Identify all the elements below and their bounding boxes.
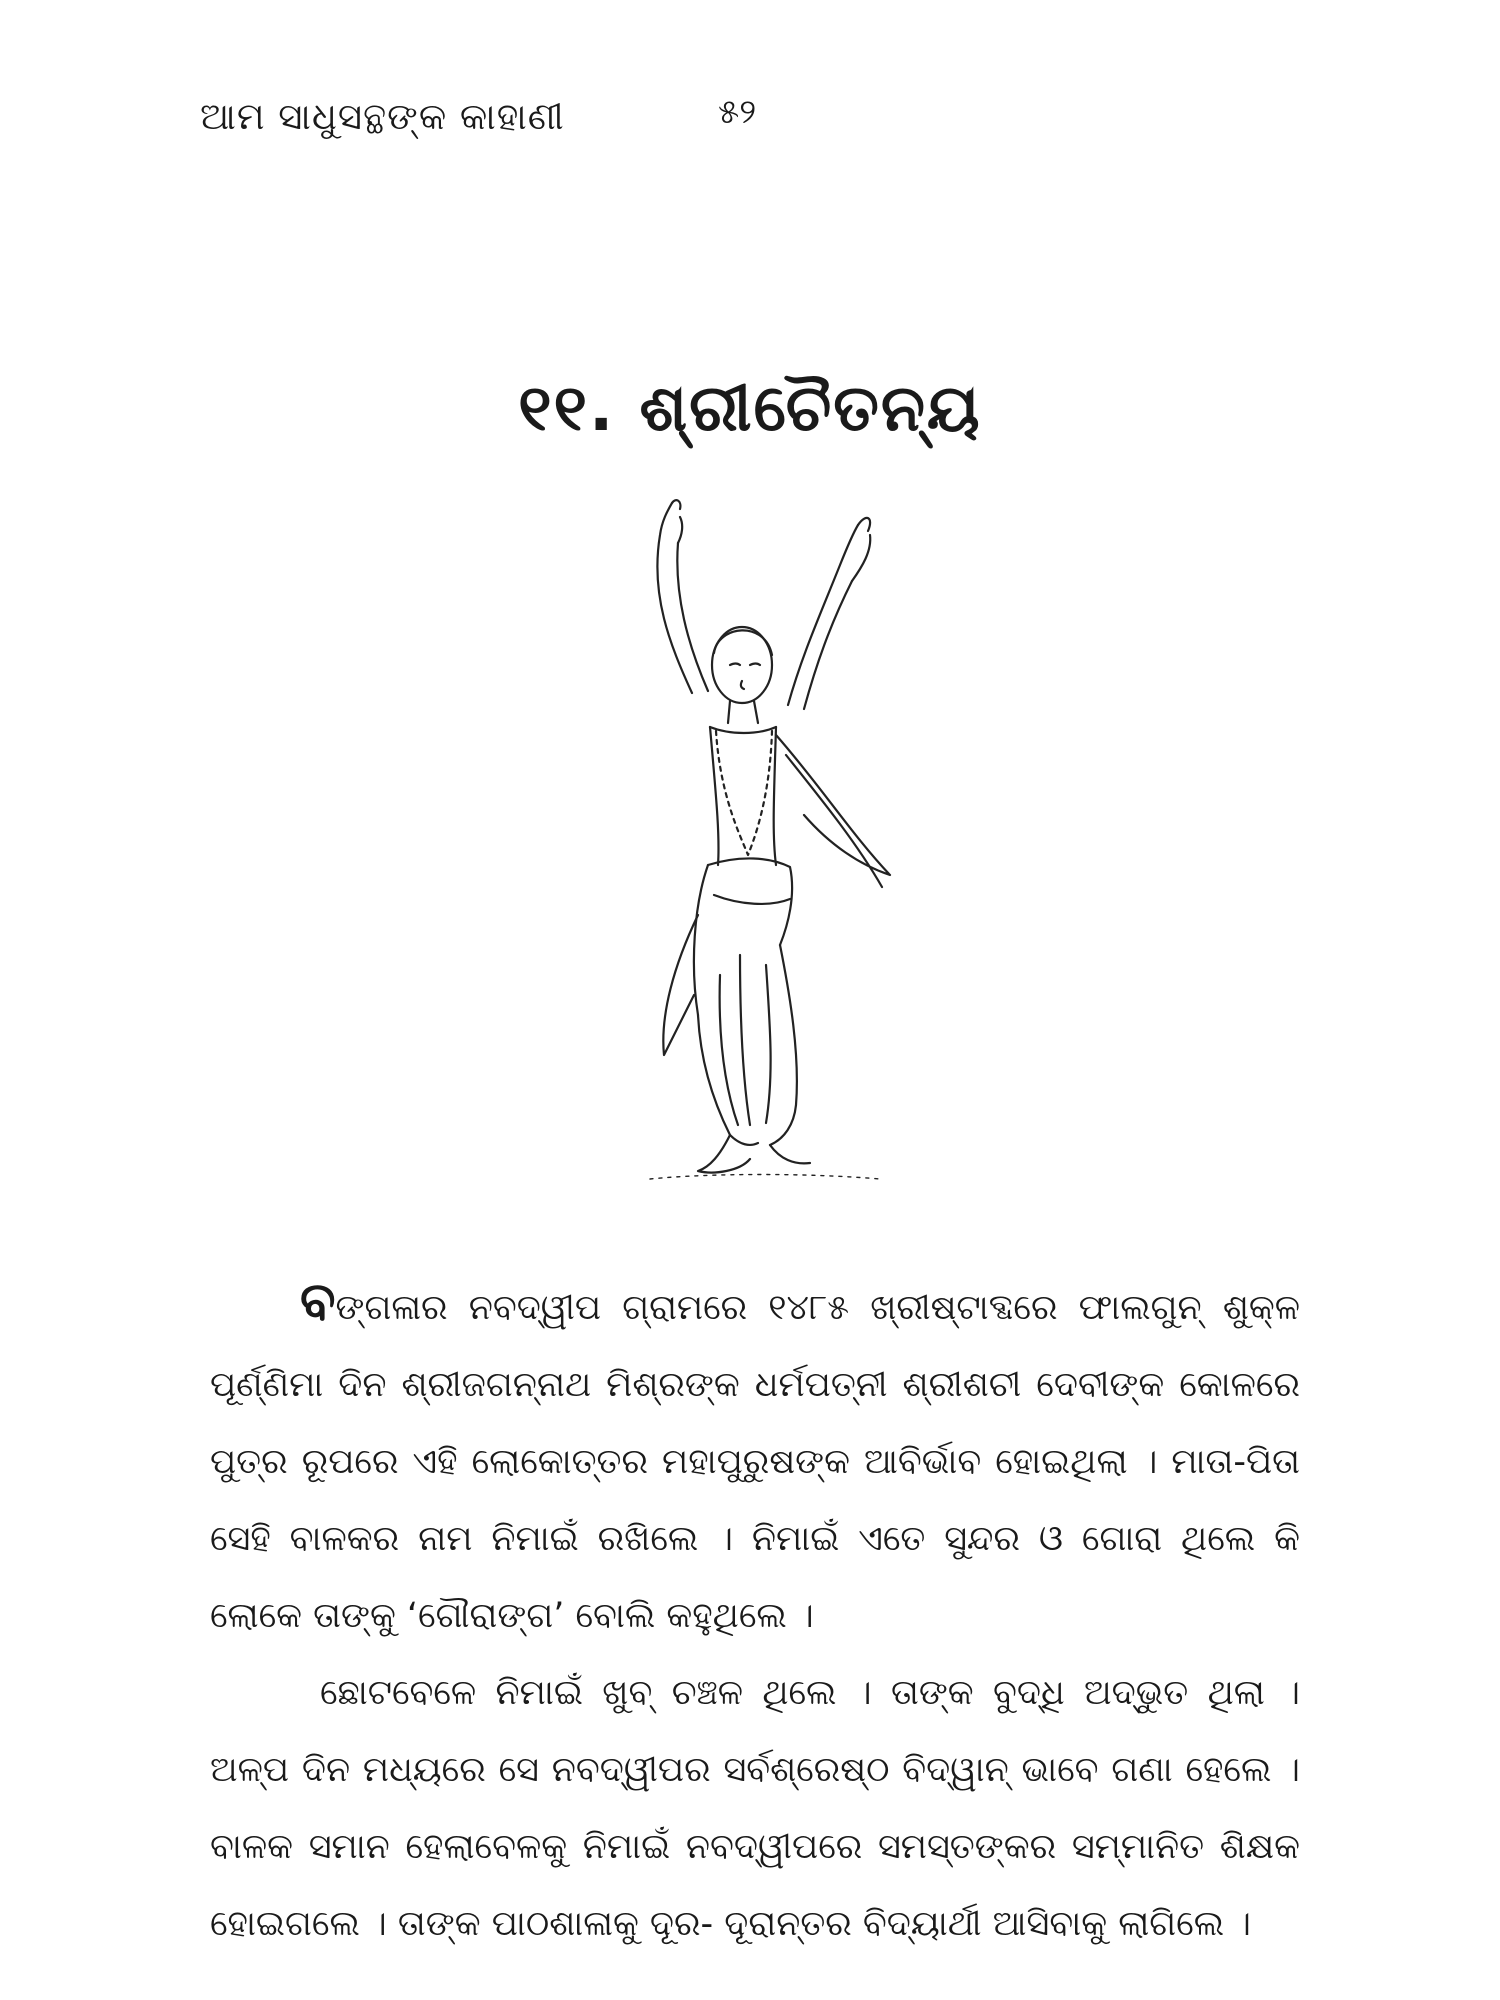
body-text bbox=[210, 1270, 1300, 1963]
paragraph-1-text: ଙ୍ଗଳାର ନବଦ୍ୱୀପ ଗ୍ରାମରେ ୧୪୮୫ ଖ୍ରୀଷ୍ଟାବ୍ଦରେ ଫାଲଗୁନ୍ ଶୁକ୍ଳ ପୂର୍ଣ୍ଣିମା ଦିନ ଶ୍ରୀଜଗନ୍ନାଥ ମିଶ୍ରଙ୍କ ଧର୍ମପତ୍ନୀ ଶ୍ରୀଶଚୀ ଦେବୀଙ୍କ କୋଳରେ ପୁତ୍ର ରୂପରେ ଏହି ଲୋକୋତ୍ତର ମହାପୁରୁଷଙ୍କ ଆବିର୍ଭାବ ହୋଇଥିଲା । ମାତା-ପିତା ସେହି ବାଳକର ନାମ ନିମାଇଁ ରଖିଲେ । ନିମାଇଁ ଏତେ ସୁନ୍ଦର ଓ ଗୋରା ଥିଲେ କି ଲୋକେ ତାଙ୍କୁ ‘ଗୌରାଙ୍ଗ’ ବୋଲି କହୁଥିଲେ । bbox=[210, 1288, 1300, 1636]
running-header-title: ଆମ ସାଧୁସନ୍ଥଙ୍କ କାହାଣୀ bbox=[200, 95, 565, 138]
paragraph-1 bbox=[210, 1270, 1300, 1655]
page-number: ୫୨ bbox=[718, 92, 757, 132]
paragraph-2: ଛୋଟବେଳେ ନିମାଇଁ ଖୁବ୍ ଚଞ୍ଚଳ ଥିଲେ । ତାଙ୍କ ବୁଦ୍ଧି ଅଦ୍‌ଭୁତ ଥିଲା । ଅଳ୍ପ ଦିନ ମଧ୍ୟରେ ସେ ନବଦ୍ୱୀପର ସର୍ବଶ୍ରେଷ୍ଠ ବିଦ୍ୱାନ୍ ଭାବେ ଗଣା ହେଲେ । ବାଳକ ସମାନ ହେଲାବେଳକୁ ନିମାଇଁ ନବଦ୍ୱୀପରେ ସମସ୍ତଙ୍କର ସମ୍ମାନିତ ଶିକ୍ଷକ ହୋଇଗଲେ । ତାଙ୍କ ପାଠଶାଳାକୁ ଦୂର- ଦୂରାନ୍ତର ବିଦ୍ୟାର୍ଥୀ ଆସିବାକୁ ଲାଗିଲେ । bbox=[210, 1673, 1300, 1944]
drop-cap: ବ bbox=[300, 1272, 336, 1332]
chapter-title: ୧୧. ଶ୍ରୀଚୈତନ୍ୟ bbox=[518, 372, 982, 446]
dancing-figure-illustration bbox=[590, 495, 930, 1185]
